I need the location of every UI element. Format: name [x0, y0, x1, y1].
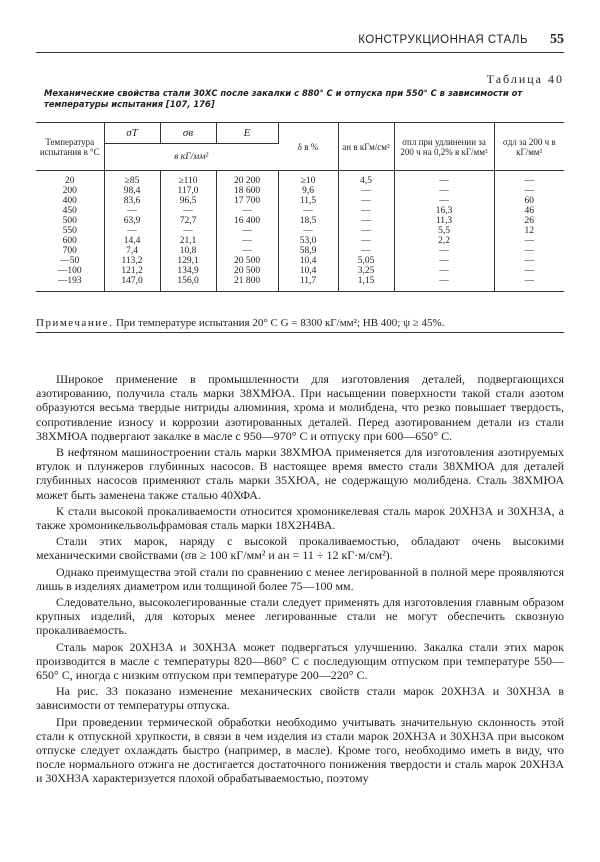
note-text: При температуре испытания 20° С G = 8300 кГ/мм²; HB 400; ψ ≥ 45%. — [115, 317, 445, 329]
table-cell: — — [160, 226, 216, 236]
table-body — [36, 171, 564, 292]
table-cell: —50 — [36, 256, 104, 266]
table-cell: 400 — [36, 196, 104, 206]
table-cell: — — [394, 256, 494, 266]
table-cell: ≥110 — [160, 171, 216, 187]
table-cell: 20 — [36, 171, 104, 187]
table-cell: 10,4 — [278, 266, 338, 276]
table-row — [36, 186, 564, 196]
table-cell: — — [524, 186, 534, 196]
table-cell: 63,9 — [104, 216, 160, 226]
table-cell: — — [338, 196, 394, 206]
table-cell: 17 700 — [216, 196, 278, 206]
table-row — [36, 276, 564, 292]
note-label: Примечание. — [36, 317, 114, 329]
page-number: 55 — [550, 32, 564, 47]
table-row — [36, 206, 564, 216]
table-cell: — — [104, 226, 160, 236]
table-cell: 2,2 — [394, 236, 494, 246]
table-cell: — — [278, 206, 338, 216]
col-sigma-v-header: σв — [160, 123, 216, 144]
table-cell: — — [338, 186, 394, 196]
table-row — [36, 256, 564, 266]
table-cell: 147,0 — [104, 276, 160, 292]
table-cell: ≥10 — [278, 171, 338, 187]
table-cell: — — [216, 236, 278, 246]
table-cell: 500 — [36, 216, 104, 226]
properties-table — [36, 122, 564, 292]
table-cell: 5,5 — [394, 226, 494, 236]
table-cell: 21 800 — [216, 276, 278, 292]
table-row — [36, 196, 564, 206]
table-cell: 20 500 — [216, 266, 278, 276]
table-cell: 156,0 — [160, 276, 216, 292]
table-cell: — — [338, 226, 394, 236]
table-title: Механические свойства стали 30ХС после закалки с 880° С и отпуска при 550° С в зависимости от температуры испытания [107, 176] — [44, 88, 523, 109]
table-cell: 60 — [524, 196, 534, 206]
table-cell: 21,1 — [160, 236, 216, 246]
col-temp-header: Температура испытания в °С — [36, 123, 104, 171]
table-cell: 12 — [524, 226, 534, 236]
table-cell: — — [394, 196, 494, 206]
table-cell: 5,05 — [338, 256, 394, 266]
table-cell: 16,3 — [394, 206, 494, 216]
table-cell: 200 — [36, 186, 104, 196]
col-delta-header: δ в % — [278, 123, 338, 171]
table-cell: — — [524, 236, 534, 246]
paragraph: Однако преимущества этой стали по сравнению с менее легированной в полной мере проявляются лишь в изделиях диаметром или толщиной более 75—100 мм. — [36, 564, 564, 593]
table-cell: — — [216, 246, 278, 256]
table-cell: 550 — [36, 226, 104, 236]
table-row — [36, 216, 564, 226]
table-row — [36, 246, 564, 256]
table-cell: — — [104, 206, 160, 216]
table-note — [36, 317, 564, 333]
table-cell: — — [216, 206, 278, 216]
paragraph: Стали этих марок, наряду с высокой прокаливаемостью, обладают очень высокими механическими свойствами (σв ≥ 100 кГ/мм² и aн = 11 ÷ 12 кГ·м/см²). — [36, 534, 564, 563]
table-cell: 113,2 — [104, 256, 160, 266]
paragraph: Следовательно, высоколегированные стали следует применять для изготовления главным образом крупных изделий, для которых менее легированные стали не могут обеспечить сквозную прокаливаемость. — [36, 595, 564, 638]
table-cell: 18 600 — [216, 186, 278, 196]
table-cell: 14,4 — [104, 236, 160, 246]
table-cell: —100 — [36, 266, 104, 276]
paragraph: Широкое применение в промышленности для изготовления деталей, подвергающихся азотированию, получила сталь марки 38ХМЮА. При насыщении поверхности такой стали азотом образуются весьма твердые нитриды алюминия, хрома и молибдена, что резко повышает твердость, сопротивление износу и коррозии азотированных деталей. Перед азотированием детали из стали 38ХМЮА подвергают закалке в масле с 950—970° С и отпуску при 600—650° С. — [36, 372, 564, 443]
table-cell: 121,2 — [104, 266, 160, 276]
table-cell: 96,5 — [160, 196, 216, 206]
page-header — [36, 32, 564, 53]
table-cell: 18,5 — [278, 216, 338, 226]
col-sigma-pl-header: σпл при удлинении за 200 ч на 0,2% в кГ/мм² — [394, 123, 494, 171]
table-cell: 134,9 — [160, 266, 216, 276]
table-cell: 46 — [524, 206, 534, 216]
table-cell: 1,15 — [338, 276, 394, 292]
table-cell: — — [338, 236, 394, 246]
paragraph: К стали высокой прокаливаемости относится хромоникелевая сталь марок 20ХН3А и 30ХН3А, а также хромоникельвольфрамовая сталь марки 18Х2Н4ВА. — [36, 503, 564, 533]
running-title: КОНСТРУКЦИОННАЯ СТАЛЬ — [358, 34, 528, 46]
units-header: в кГ/мм² — [104, 144, 278, 171]
table-cell: 117,0 — [160, 186, 216, 196]
col-e-header: E — [216, 123, 278, 144]
table-cell: — — [394, 246, 494, 256]
paragraph: В нефтяном машиностроении сталь марки 38ХМЮА применяется для изготовления азотируемых втулок и плунжеров глубинных насосов. В настоящее время вместо стали 38ХМЮА для деталей глубинных насосов применяют сталь марки 35ХЮА, не содержащую молибдена. Сталь 38ХМЮА может быть заменена также сталью 40ХФА. — [36, 445, 564, 502]
table-cell: 10,8 — [160, 246, 216, 256]
table-cell: 700 — [36, 246, 104, 256]
table-cell: — — [524, 176, 534, 186]
table-cell: — — [524, 256, 534, 266]
table-cell: 98,4 — [104, 186, 160, 196]
table-cell: 11,5 — [278, 196, 338, 206]
table-row — [36, 266, 564, 276]
table-cell: 11,3 — [394, 216, 494, 226]
table-cell: 7,4 — [104, 246, 160, 256]
table-cell: — — [338, 216, 394, 226]
table-cell: — — [394, 186, 494, 196]
table-cell: 58,9 — [278, 246, 338, 256]
table-cell: 4,5 — [338, 171, 394, 187]
body-text — [36, 372, 564, 788]
table-cell: 600 — [36, 236, 104, 246]
table-cell: 3,25 — [338, 266, 394, 276]
table-cell: 53,0 — [278, 236, 338, 246]
col-sigma-dl-header: σдл за 200 ч в кГ/мм² — [494, 123, 564, 171]
table-caption: Таблица 40 — [486, 72, 564, 86]
table-cell: 72,7 — [160, 216, 216, 226]
table-row — [36, 236, 564, 246]
paragraph: При проведении термической обработки необходимо учитывать значительную склонность этой стали к отпускной хрупкости, в связи в чем изделия из стали марок 20ХН3А и 30ХН3А при высоком отпуске следует охлаждать быстро (например, в масле). Кроме того, необходимо иметь в виду, что после нормального отжига не достигается достаточного понижения твердости и сталь марок 20ХН3А и 30ХН3А характеризуется плохой обрабатываемостью, поэтому — [36, 714, 564, 786]
col-sigma-t-header: σT — [104, 123, 160, 144]
table-cell: — — [278, 226, 338, 236]
table-cell: — — [394, 266, 494, 276]
table-cell: 10,4 — [278, 256, 338, 266]
table-cell: — — [216, 226, 278, 236]
table-cell: — — [394, 276, 494, 292]
table-cell: 20 200 — [216, 171, 278, 187]
paragraph: Сталь марок 20ХН3А и 30ХН3А может подвергаться улучшению. Закалка стали этих марок производится в масле с температуры 820—860° С с последующим отпуском при температуре 550—650° С, иногда с низким отпуском при температуре 200—220° С. — [36, 639, 564, 683]
table-cell: — — [160, 206, 216, 216]
table-cell: — — [338, 246, 394, 256]
table-cell: — — [494, 276, 564, 292]
table-cell: —193 — [36, 276, 104, 292]
table-cell: 9,6 — [278, 186, 338, 196]
table-cell: ≥85 — [104, 171, 160, 187]
table-cell: 20 500 — [216, 256, 278, 266]
table-row — [36, 226, 564, 236]
table-cell: — — [338, 206, 394, 216]
table-row — [36, 171, 564, 187]
table-cell: — — [524, 266, 534, 276]
table-cell: — — [524, 246, 534, 256]
table-cell: 26 — [524, 216, 534, 226]
table-cell: 83,6 — [104, 196, 160, 206]
paragraph: На рис. 33 показано изменение механических свойств стали марок 20ХН3А и 30ХН3А в зависимости от температуры отпуска. — [36, 684, 564, 713]
table-cell: 16 400 — [216, 216, 278, 226]
table-cell: — — [394, 171, 494, 187]
table-cell: 11,7 — [278, 276, 338, 292]
col-an-header: aн в кГм/см² — [338, 123, 394, 171]
table-cell: 129,1 — [160, 256, 216, 266]
table-cell: 450 — [36, 206, 104, 216]
